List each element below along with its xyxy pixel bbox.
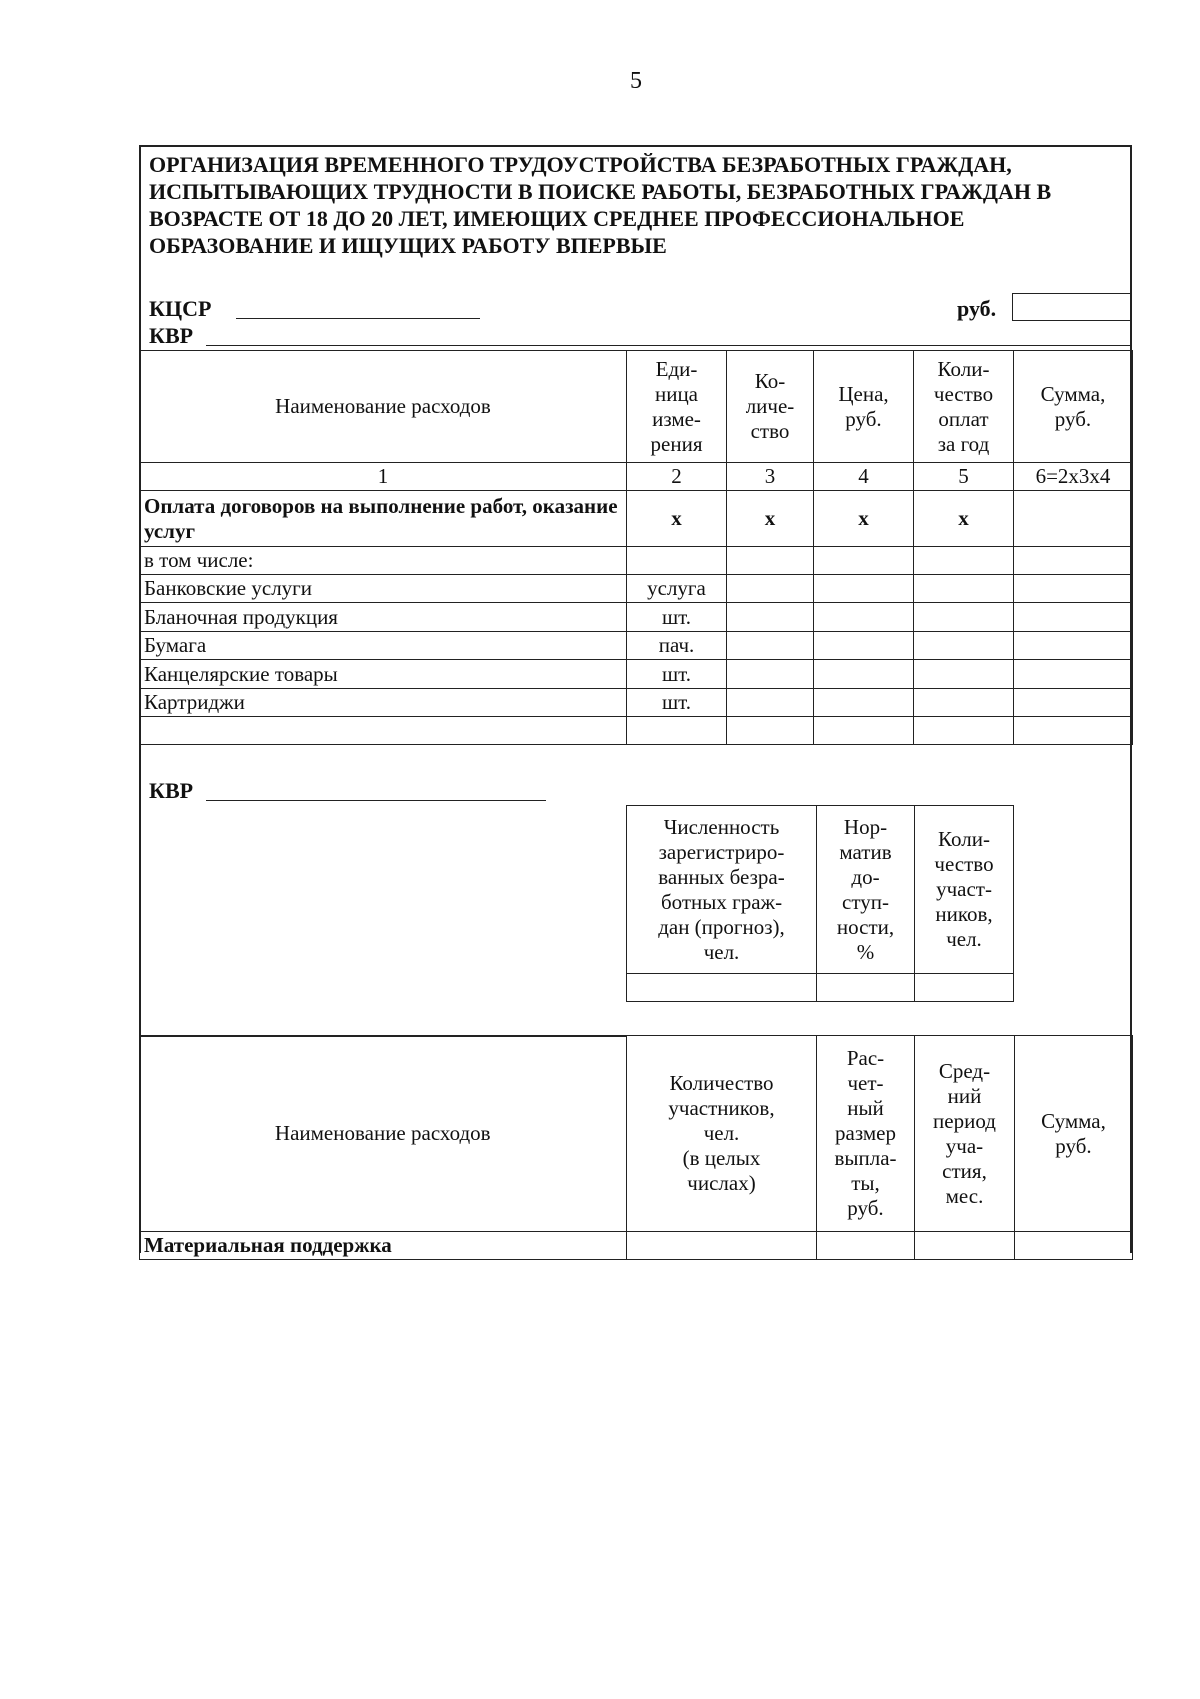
table-row	[140, 575, 1133, 603]
header-price: Цена, руб.	[814, 351, 914, 463]
row-qty[interactable]	[727, 603, 814, 632]
row-qty[interactable]	[727, 717, 814, 745]
kcsr-label: КЦСР	[149, 296, 212, 321]
participants-header-row	[627, 806, 1014, 974]
row-sum[interactable]	[1014, 689, 1133, 717]
header-norm: Нор- матив до- ступ- ности, %	[817, 806, 915, 974]
kvr-label-2: КВР	[149, 778, 194, 803]
registered-value[interactable]	[627, 974, 817, 1002]
row-price[interactable]	[814, 717, 914, 745]
header-period: Сред- ний период уча- стия, мес.	[915, 1036, 1015, 1232]
header-qty: Ко- личе- ство	[727, 351, 814, 463]
expenses-table	[139, 350, 1133, 745]
col-number-3: 3	[727, 463, 814, 491]
table-row	[140, 689, 1133, 717]
col-number-1: 1	[140, 463, 627, 491]
row-unit: услуга	[627, 575, 727, 603]
header-participants: Коли- чество участ- ников, чел.	[915, 806, 1014, 974]
row-name: Картриджи	[140, 689, 627, 717]
row-qty[interactable]	[727, 632, 814, 660]
participants-value-row	[627, 974, 1014, 1002]
norm-value[interactable]	[817, 974, 915, 1002]
row-price[interactable]	[814, 632, 914, 660]
period-cell[interactable]	[915, 1232, 1015, 1260]
col-number-2: 2	[627, 463, 727, 491]
material-support-label: Материальная поддержка	[140, 1232, 627, 1260]
row-name: Бланочная продукция	[140, 603, 627, 632]
row-count[interactable]	[914, 632, 1014, 660]
table-row	[140, 547, 1133, 575]
row-price[interactable]	[814, 547, 914, 575]
row-sum[interactable]	[1014, 547, 1133, 575]
row-price[interactable]	[814, 660, 914, 689]
header-name: Наименование расходов	[140, 1036, 627, 1232]
row-qty: х	[727, 491, 814, 547]
col-number-4: 4	[814, 463, 914, 491]
row-price: х	[814, 491, 914, 547]
row-unit[interactable]	[627, 717, 727, 745]
row-name: Бумага	[140, 632, 627, 660]
header-unit: Еди- ница изме- рения	[627, 351, 727, 463]
row-name[interactable]	[140, 717, 627, 745]
row-count[interactable]	[914, 660, 1014, 689]
col-number-5: 5	[914, 463, 1014, 491]
column-number-row	[140, 463, 1133, 491]
participants-table	[626, 805, 1014, 1002]
header-name-text: Наименование расходов	[275, 394, 491, 418]
kvr-field-2[interactable]	[206, 800, 546, 801]
kvr-field-1[interactable]	[206, 345, 1132, 346]
material-header-row	[140, 1036, 1133, 1232]
participants-value[interactable]	[915, 974, 1014, 1002]
sum-cell[interactable]	[1015, 1232, 1133, 1260]
kcsr-field[interactable]	[236, 318, 480, 319]
row-qty[interactable]	[727, 547, 814, 575]
row-count[interactable]	[914, 547, 1014, 575]
table-header-row	[140, 351, 1133, 463]
section-title: ОРГАНИЗАЦИЯ ВРЕМЕННОГО ТРУДОУСТРОЙСТВА БЕЗРАБОТНЫХ ГРАЖДАН, ИСПЫТЫВАЮЩИХ ТРУДНОСТИ В ПОИСКЕ РАБОТЫ, БЕЗРАБОТНЫХ ГРАЖДАН В ВОЗРАСТЕ ОТ 18 ДО 20 ЛЕТ, ИМЕЮЩИХ СРЕДНЕЕ ПРОФЕССИОНАЛЬНОЕ ОБРАЗОВАНИЕ И ИЩУЩИХ РАБОТУ ВПЕРВЫЕ	[149, 152, 1052, 258]
row-price[interactable]	[814, 575, 914, 603]
header-sum: Сумма, руб.	[1014, 351, 1133, 463]
row-count[interactable]	[914, 575, 1014, 603]
row-count[interactable]	[914, 603, 1014, 632]
rub-amount-box[interactable]	[1012, 293, 1132, 321]
row-qty[interactable]	[727, 689, 814, 717]
header-payment-size: Рас- чет- ный размер выпла- ты, руб.	[817, 1036, 915, 1232]
header-participants-count: Количество участников, чел. (в целых числах)	[627, 1036, 817, 1232]
row-sum[interactable]	[1014, 603, 1133, 632]
row-sum[interactable]	[1014, 575, 1133, 603]
page-number: 5	[630, 68, 642, 94]
row-sum[interactable]	[1014, 660, 1133, 689]
table-row	[140, 491, 1133, 547]
header-sum: Сумма, руб.	[1015, 1036, 1133, 1232]
header-count: Коли- чество оплат за год	[914, 351, 1014, 463]
kvr-label-1: КВР	[149, 323, 194, 348]
row-unit: х	[627, 491, 727, 547]
row-unit: шт.	[627, 660, 727, 689]
col-number-6: 6=2х3х4	[1014, 463, 1133, 491]
row-unit: шт.	[627, 689, 727, 717]
row-count: х	[914, 491, 1014, 547]
row-name: Канцелярские товары	[140, 660, 627, 689]
row-qty[interactable]	[727, 575, 814, 603]
table-row	[140, 717, 1133, 745]
row-unit: шт.	[627, 603, 727, 632]
rub-label: руб.	[957, 296, 997, 321]
row-name: Банковские услуги	[140, 575, 627, 603]
participants-cell[interactable]	[627, 1232, 817, 1260]
table-row	[140, 660, 1133, 689]
table-row	[140, 632, 1133, 660]
row-sum[interactable]	[1014, 632, 1133, 660]
row-name: в том числе:	[140, 547, 627, 575]
material-support-row	[140, 1232, 1133, 1260]
row-count[interactable]	[914, 717, 1014, 745]
header-registered: Численность зарегистриро- ванных безра- ботных граж- дан (прогноз), чел.	[627, 806, 817, 974]
payment-cell[interactable]	[817, 1232, 915, 1260]
material-support-table	[139, 1035, 1133, 1260]
table-row	[140, 603, 1133, 632]
row-unit: пач.	[627, 632, 727, 660]
row-qty[interactable]	[727, 660, 814, 689]
row-sum[interactable]	[1014, 491, 1133, 547]
header-name	[140, 351, 627, 463]
row-unit	[627, 547, 727, 575]
row-price[interactable]	[814, 689, 914, 717]
row-sum[interactable]	[1014, 717, 1133, 745]
row-price[interactable]	[814, 603, 914, 632]
row-name: Оплата договоров на выполнение работ, оказание услуг	[140, 491, 627, 547]
row-count[interactable]	[914, 689, 1014, 717]
